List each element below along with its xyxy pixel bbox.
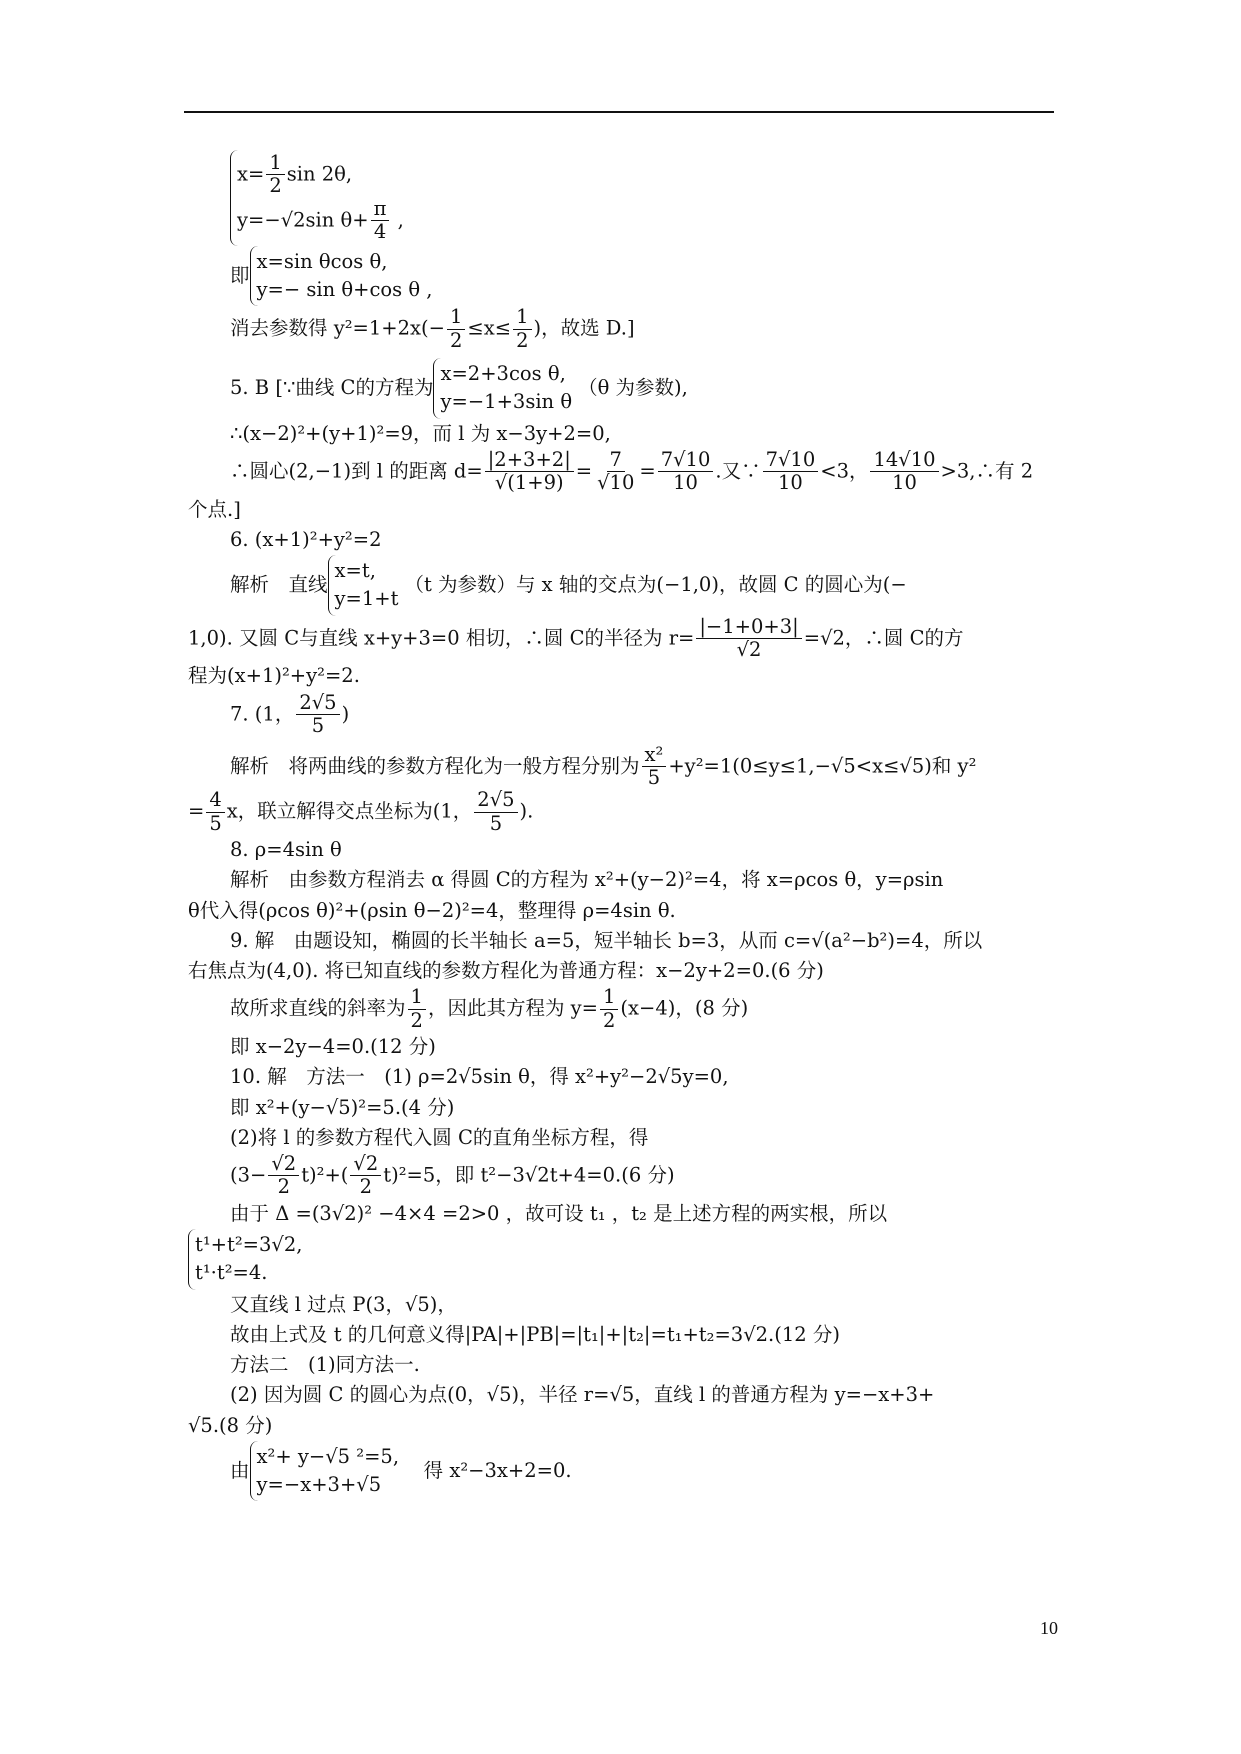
q10-line-7: 故由上式及 t 的几何意义得|PA|+|PB|=|t₁|+|t₂|=t₁+t₂=3√2.(12 分) <box>230 1322 840 1346</box>
fraction <box>371 198 390 244</box>
numerator: 1 <box>447 306 465 329</box>
text: sin 2θ, <box>286 162 353 186</box>
numerator: 1 <box>513 306 531 329</box>
denominator: 10 <box>673 471 698 495</box>
numerator: 1 <box>408 986 426 1009</box>
text: 解析 将两曲线的参数方程化为一般方程分别为 <box>230 753 640 777</box>
denominator: √2 <box>736 638 762 662</box>
numerator: 4 <box>206 789 224 812</box>
system-row: y=−x+3+√5 <box>256 1472 382 1496</box>
fraction <box>600 986 618 1032</box>
text: , <box>391 208 404 232</box>
equation-system-1 <box>188 150 1054 246</box>
system-row: x=sin θcos θ, <box>256 249 388 273</box>
denominator: 2 <box>269 174 282 198</box>
q9-line-2: 右焦点为(4,0). 将已知直线的参数方程化为普通方程：x−2y+2=0.(6 分) <box>188 959 824 983</box>
q10-line-1: 10. 解 方法一 (1) ρ=2√5sin θ，得 x²+y²−2√5y=0, <box>230 1065 729 1089</box>
text: ≤x≤ <box>467 316 512 340</box>
q10-line-3: (2)将 l 的参数方程代入圆 C的直角坐标方程，得 <box>230 1125 649 1149</box>
fraction <box>447 306 465 352</box>
numerator: 14√10 <box>870 449 938 472</box>
q5-line-3: ∴圆心(2,−1)到 l 的距离 d= $\frac{|2+3+2|}{√(1+9)}$ = $\frac{7}{√10}$ = $\frac{7√10}{10}$ .又∵ $\frac{7√10}{10}$ <3， $\frac{14√10}{10}$ >3,∴有 2 <box>230 447 1034 495</box>
text: t)²=5，即 t²−3√2t+4=0.(6 分) <box>383 1163 675 1187</box>
fraction <box>696 616 801 662</box>
fraction <box>870 449 938 495</box>
fraction <box>485 449 574 495</box>
text: 解析 直线 <box>230 572 328 596</box>
system-row: x²+ y−√5 ²=5, <box>256 1444 400 1468</box>
q8-line-1: 解析 由参数方程消去 α 得圆 C的方程为 x²+(y−2)²=4，将 x=ρcos θ，y=ρsin <box>230 868 944 892</box>
fraction <box>408 986 426 1032</box>
numerator: π <box>371 198 390 221</box>
q7-line-2 <box>188 789 1054 835</box>
text: ∴圆心(2,−1)到 l 的距离 d= <box>230 459 483 483</box>
text: =√2，∴圆 C的方 <box>803 626 964 650</box>
q10-system <box>188 1229 1054 1290</box>
numerator: √2 <box>268 1153 299 1176</box>
q5-line-4: 个点.] <box>188 497 241 521</box>
lead-text: 即 <box>230 263 250 287</box>
denominator: 2 <box>277 1175 290 1199</box>
text: t)²+( <box>301 1163 349 1187</box>
q10-line-5: 由于 Δ =(3√2)² −4×4 =2>0 ，故可设 t₁ ，t₂ 是上述方程的两实根，所以 <box>230 1201 888 1225</box>
system-row <box>237 198 404 244</box>
system-row: x=t, <box>334 559 376 583</box>
text: y=−√2sin θ+ <box>237 208 369 232</box>
brace-system <box>250 246 433 307</box>
denominator: 2 <box>603 1008 616 1032</box>
text: 由 <box>230 1458 250 1482</box>
text: x，联立解得交点坐标为(1， <box>226 799 473 823</box>
denominator: 5 <box>311 714 325 738</box>
fraction <box>206 789 224 835</box>
text: （θ 为参数), <box>578 375 688 399</box>
page-number: 10 <box>1040 1618 1058 1638</box>
denominator: 5 <box>647 765 661 789</box>
system-row: t¹+t²=3√2, <box>195 1233 303 1257</box>
fraction <box>268 1153 299 1199</box>
document-body <box>188 150 1054 1501</box>
q10-line-4 <box>188 1153 1054 1199</box>
q10-line-10: √5.(8 分) <box>188 1413 273 1437</box>
text: +y²=1(0≤y≤1,−√5<x≤√5)和 y² <box>668 753 977 777</box>
numerator: 1 <box>600 986 618 1009</box>
denominator: 10 <box>777 471 803 495</box>
q7-line-1 <box>188 744 1054 790</box>
denominator: 5 <box>489 811 503 835</box>
q10-last-system <box>188 1441 1054 1502</box>
brace-system <box>328 555 399 616</box>
text: 得 x²−3x+2=0. <box>423 1458 572 1482</box>
denominator: √(1+9) <box>494 471 564 495</box>
numerator: √2 <box>350 1153 381 1176</box>
numerator: 7√10 <box>763 449 819 472</box>
system-row: y=− sin θ+cos θ , <box>256 277 433 301</box>
system-row: x=2+3cos θ, <box>440 362 566 386</box>
header-rule <box>184 111 1054 113</box>
text: 消去参数得 y²=1+2x(− <box>230 316 445 340</box>
system-row: y=1+t <box>334 587 399 611</box>
fraction <box>296 692 339 738</box>
fraction <box>513 306 531 352</box>
fraction <box>594 449 637 495</box>
system-row: t¹·t²=4. <box>195 1261 268 1285</box>
fraction <box>474 789 517 835</box>
q10-line-8: 方法二 (1)同方法一. <box>230 1353 420 1377</box>
q6-answer: 6. (x+1)²+y²=2 <box>230 527 382 551</box>
text: )，故选 D.] <box>533 316 635 340</box>
q9-line-3 <box>188 986 1054 1032</box>
q10-line-9: (2) 因为圆 C 的圆心为点(0，√5)，半径 r=√5，直线 l 的普通方程为 y=−x+3+ <box>230 1383 935 1407</box>
denominator: 5 <box>209 811 222 835</box>
numerator: 2√5 <box>474 789 517 812</box>
brace-system <box>188 1229 302 1290</box>
fraction <box>658 449 714 495</box>
q9-line-1: 9. 解 由题设知，椭圆的长半轴长 a=5，短半轴长 b=3，从而 c=√(a²−b²)=4，所以 <box>230 928 983 952</box>
text: 1,0). 又圆 C与直线 x+y+3=0 相切，∴圆 C的半径为 r= <box>188 626 695 650</box>
q8-line-2: θ代入得(ρcos θ)²+(ρsin θ−2)²=4，整理得 ρ=4sin θ. <box>188 898 676 922</box>
q5-line-2: ∴(x−2)²+(y+1)²=9，而 l 为 x−3y+2=0, <box>230 421 611 445</box>
denominator: 10 <box>892 471 917 495</box>
brace-system <box>230 150 404 246</box>
text: ). <box>519 799 534 823</box>
numerator: |2+3+2| <box>485 449 574 472</box>
fraction <box>642 744 667 790</box>
text: x= <box>237 162 265 186</box>
numerator: 2√5 <box>296 692 339 715</box>
q7-answer <box>188 692 1054 738</box>
denominator: 2 <box>359 1175 373 1199</box>
denominator: 2 <box>516 328 529 352</box>
text: 5. B [∵曲线 C的方程为 <box>230 375 434 399</box>
brace-system <box>433 358 572 419</box>
q5-line-1 <box>188 358 1054 419</box>
q10-line-6: 又直线 l 过点 P(3，√5)， <box>230 1292 457 1316</box>
q8-answer: 8. ρ=4sin θ <box>230 838 342 862</box>
fraction <box>763 449 819 495</box>
eliminate-line <box>188 306 1054 352</box>
fraction <box>266 152 284 198</box>
text: （t 为参数）与 x 轴的交点为(−1,0)，故圆 C 的圆心为(− <box>404 572 907 596</box>
q6-line-1 <box>188 555 1054 616</box>
text: = <box>188 799 205 823</box>
q9-line-4: 即 x−2y−4=0.(12 分) <box>230 1035 436 1059</box>
denominator: 4 <box>373 220 387 244</box>
denominator: 2 <box>410 1008 423 1032</box>
numerator: 7 <box>607 449 625 472</box>
denominator: √10 <box>597 471 635 495</box>
system-row: y=−1+3sin θ <box>440 390 573 414</box>
text: ) <box>341 702 350 726</box>
text: <3， <box>820 459 869 483</box>
text: >3,∴有 2 <box>940 459 1034 483</box>
equation-system-2 <box>188 246 1054 307</box>
q10-line-2: 即 x²+(y−√5)²=5.(4 分) <box>230 1095 455 1119</box>
q6-line-3: 程为(x+1)²+y²=2. <box>188 664 360 688</box>
fraction <box>350 1153 381 1199</box>
text: 7. (1， <box>230 702 295 726</box>
system-row <box>237 152 404 198</box>
text: (3− <box>230 1163 267 1187</box>
numerator: |−1+0+3| <box>696 616 801 639</box>
brace-system <box>250 1441 400 1502</box>
text: 故所求直线的斜率为 <box>230 996 406 1020</box>
denominator: 2 <box>449 328 463 352</box>
text: .又∵ <box>715 459 761 483</box>
numerator: 7√10 <box>658 449 714 472</box>
q6-line-2 <box>188 616 1054 662</box>
text: ，因此其方程为 y= <box>427 996 598 1020</box>
numerator: x² <box>642 744 667 767</box>
text: (x−4)，(8 分) <box>620 996 749 1020</box>
numerator: 1 <box>266 152 284 175</box>
